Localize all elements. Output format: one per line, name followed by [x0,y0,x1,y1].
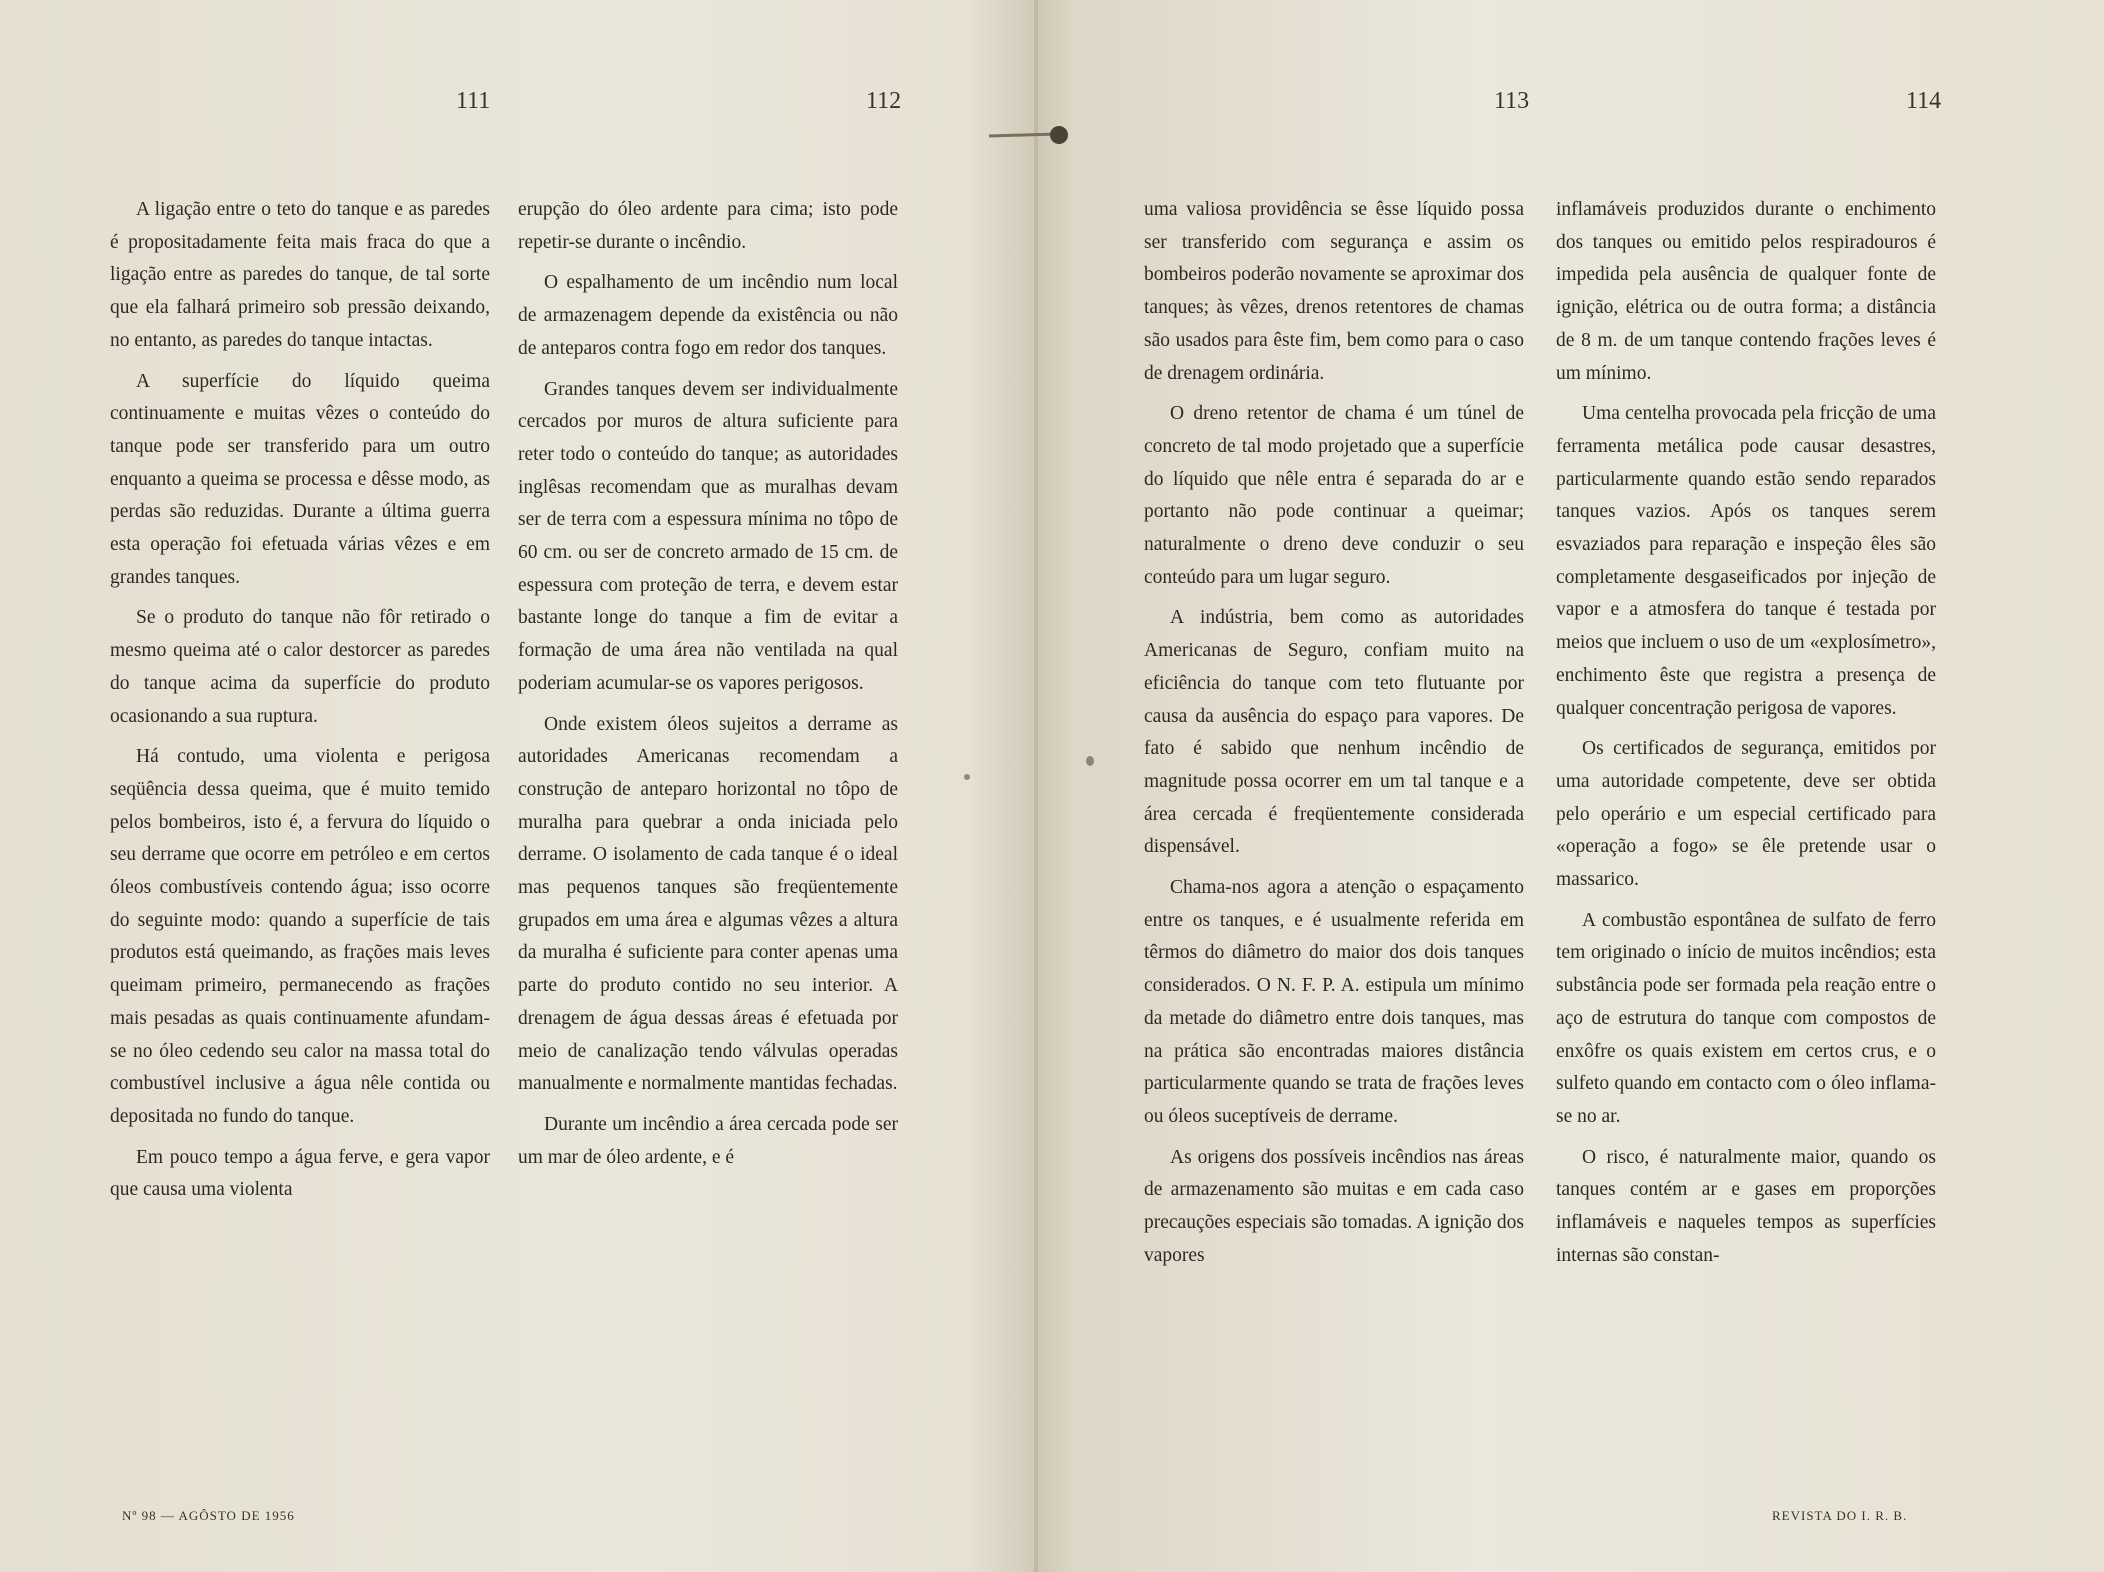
staple-mark [987,124,1071,146]
book-spine [1034,0,1038,1572]
paragraph: O risco, é naturalmente maior, quando os tanques contém ar e gases em proporções inflamáveis e naqueles tempos as superfícies internas são constan- [1556,1146,1936,1266]
paragraph: Os certificados de segurança, emitidos por uma autoridade competente, deve ser obtida pelo operário e um especial certificado para «operação a fogo» se êle pretende usar o massarico. [1556,738,1936,891]
paragraph: Há contudo, uma violenta e perigosa seqüência dessa queima, que é muito temido pelos bombeiros, isto é, a fervura do líquido o seu derrame que ocorre em petróleo e em certos óleos combustíveis contendo água; isso ocorre do seguinte modo: quando a superfície de tais produtos está queimando, as frações mais leves queimam primeiro, permanecendo as frações mais pesadas as quais continuamente afundam-se no óleo cedendo seu calor na massa total do combustível inclusive a água nêle contida ou depositada no fundo do tanque. [110,746,490,1127]
paragraph: Em pouco tempo a água ferve, e gera vapor que causa uma violenta [110,1146,490,1201]
paragraph: A ligação entre o teto do tanque e as paredes é propositadamente feita mais fraca do que a ligação entre as paredes do tanque, de tal sorte que ela falhará primeiro sob pressão deixando, no entanto, as paredes do tanque intactas. [110,199,490,351]
paragraph: O espalhamento de um incêndio num local de armazenagem depende da existência ou não de anteparos contra fogo em redor dos tanques. [518,272,898,359]
paragraph: As origens dos possíveis incêndios nas áreas de armazenamento são muitas e em cada caso precauções especiais são tomadas. A ignição dos vapores [1144,1146,1524,1266]
text-column-page-113 [1144,194,1524,1281]
page-number-114: 114 [1906,88,1942,114]
page-number-113: 113 [1494,88,1530,114]
footer-publication: REVISTA DO I. R. B. [1772,1508,1908,1523]
paper-spot [964,774,970,780]
paragraph: uma valiosa providência se êsse líquido possa ser transferido com segurança e assim os bombeiros poderão novamente se aproximar dos tanques; às vêzes, drenos retentores de chamas são usados para êste fim, bem como para o caso de drenagem ordinária. [1144,199,1524,384]
paragraph: Chama-nos agora a atenção o espaçamento entre os tanques, e é usualmente referida em têrmos do diâmetro do maior dos dois tanques considerados. O N. F. P. A. estipula um mínimo da metade do diâmetro entre dois tanques, mas na prática são encontradas maiores distância particularmente quando se trata de frações leves ou óleos suceptíveis de derrame. [1144,877,1524,1127]
footer-issue: Nº 98 — AGÔSTO DE 1956 [122,1508,295,1523]
paragraph: O dreno retentor de chama é um túnel de concreto de tal modo projetado que a superfície do líquido que nêle entra é separada do ar e portanto não pode continuar a queimar; naturalmente o dreno deve conduzir o seu conteúdo para um lugar seguro. [1144,403,1524,588]
page-number-112: 112 [866,88,902,114]
paragraph: inflamáveis produzidos durante o enchimento dos tanques ou emitido pelos respiradouros é impedida pela ausência de qualquer fonte de ignição, elétrica ou de outra forma; a distância de 8 m. de um tanque contendo frações leves é um mínimo. [1556,199,1936,384]
paragraph: erupção do óleo ardente para cima; isto pode repetir-se durante o incêndio. [518,199,898,253]
paragraph: Durante um incêndio a área cercada pode ser um mar de óleo ardente, e é [518,1113,898,1168]
paper-spot [1086,756,1094,766]
text-column-page-112 [518,194,898,1182]
paragraph: Onde existem óleos sujeitos a derrame as autoridades Americanas recomendam a construção de anteparo horizontal no tôpo de muralha para quebrar a onda iniciada pelo derrame. O isolamento de cada tanque é o ideal mas pequenos tanques são freqüentemente grupados em uma área e algumas vêzes a altura da muralha é suficiente para conter apenas uma parte do produto contido no seu interior. A drenagem de água dessas áreas é efetuada por meio de canalização tendo válvulas operadas manualmente e normalmente mantidas fechadas. [518,713,898,1095]
page-number-111: 111 [456,88,491,114]
paragraph: A superfície do líquido queima continuamente e muitas vêzes o conteúdo do tanque pode ser transferido para um outro enquanto a queima se processa e dêsse modo, as perdas são reduzidas. Durante a última guerra esta operação foi efetuada várias vêzes e em grandes tanques. [110,370,490,588]
paragraph: Se o produto do tanque não fôr retirado o mesmo queima até o calor destorcer as paredes do tanque acima da superfície do produto ocasionando a sua ruptura. [110,607,490,727]
text-column-page-111 [110,194,490,1215]
paragraph: A combustão espontânea de sulfato de ferro tem originado o início de muitos incêndios; esta substância pode ser formada pela reação entre o aço de estrutura do tanque com compostos de enxôfre os quais existem em certos crus, e o sulfeto quando em contacto com o óleo inflama-se no ar. [1556,909,1936,1127]
text-column-page-114 [1556,194,1936,1281]
paragraph: Uma centelha provocada pela fricção de uma ferramenta metálica pode causar desastres, particularmente quando estão sendo reparados tanques vazios. Após os tanques serem esvaziados para reparação e inspeção êles são completamente desgaseificados por injeção de vapor e a atmosfera do tanque é testada por meios que incluem o uso de um «explosímetro», enchimento êste que registra a presença de qualquer concentração perigosa de vapores. [1556,403,1936,719]
paragraph: Grandes tanques devem ser individualmente cercados por muros de altura suficiente para reter todo o conteúdo do tanque; as autoridades inglêsas recomendam que as muralhas devam ser de terra com a espessura mínima no tôpo de 60 cm. ou ser de concreto armado de 15 cm. de espessura com proteção de terra, e devem estar bastante longe do tanque a fim de evitar a formação de uma área não ventilada na qual poderiam acumular-se os vapores perigosos. [518,378,898,694]
paragraph: A indústria, bem como as autoridades Americanas de Seguro, confiam muito na eficiência do tanque com teto flutuante por causa da ausência do espaço para vapores. De fato é sabido que nenhum incêndio de magnitude possa ocorrer em um tal tanque e a área cercada é freqüentemente considerada dispensável. [1144,607,1524,858]
